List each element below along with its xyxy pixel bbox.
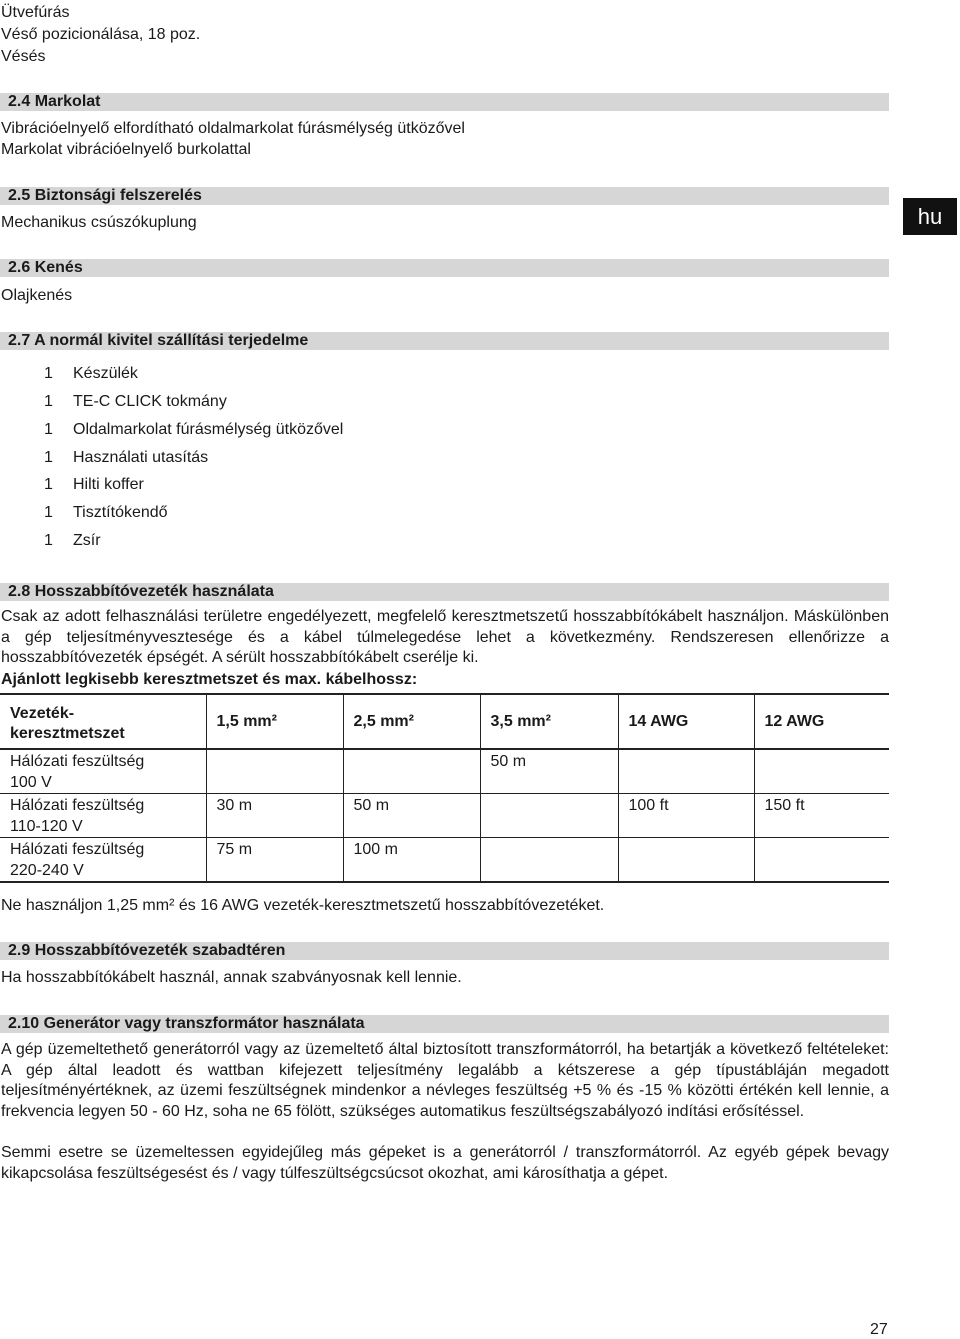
section-header-2-4 [0,93,889,111]
item-name: Zsír [73,532,101,549]
table-cell [206,749,343,794]
table-cell [754,838,889,883]
item-name: Oldalmarkolat fúrásmélység ütközővel [73,421,344,438]
section-2-10-paragraph-1: A gép üzemeltethető generátorról vagy az üzemeltető által biztosított transzformátorról, ha betartják a következő feltételeket: A gép által leadott és wattban kifejezett teljesítmény legalább a kétszerese a gép típustábláján megadott teljesítményértéknek, az üzemi feszültségnek mindenkor a névleges feszültség +5 % és -15 % közötti értékén kell lennie, a frekvencia legyen 50 - 60 Hz, soha ne 65 fölött, szükséges automatikus feszültségszabályozó indítási erősítéssel. [1,1041,889,1120]
table-cell: 30 m [206,794,343,838]
section-header-2-9 [0,942,889,960]
section-2-9-line: Ha hosszabbítókábelt használ, annak szabványosnak kell lennie. [1,969,462,986]
table-cell: 100 m [343,838,480,883]
section-title-2-8: 2.8 Hosszabbítóvezeték használata [8,583,274,600]
table-row [0,794,889,838]
section-header-2-8 [0,583,889,601]
table-caption: Ajánlott legkisebb keresztmetszet és max. kábelhossz: [1,671,418,688]
intro-line-2: Véső pozicionálása, 18 poz. [1,26,201,43]
table-row [0,838,889,883]
table-row [0,749,889,794]
header-cell: 2,5 mm² [343,694,480,749]
section-2-5-line-1: Mechanikus csúszókuplung [1,214,197,231]
table-cell [343,749,480,794]
table-cell [480,838,618,883]
item-qty: 1 [44,532,53,549]
item-qty: 1 [44,504,53,521]
item-name: TE-C CLICK tokmány [73,393,227,410]
table-cell [618,838,754,883]
header-cross-section: Vezeték- keresztmetszet [10,705,125,742]
row-label: Hálózati feszültség 100 V [10,753,145,791]
item-qty: 1 [44,421,53,438]
list-item [44,531,101,551]
section-title-2-5: 2.5 Biztonsági felszerelés [8,187,202,204]
section-title-2-6: 2.6 Kenés [8,259,83,276]
item-qty: 1 [44,393,53,410]
cable-table [0,693,889,883]
list-item [44,448,208,468]
item-name: Tisztítókendő [73,504,168,521]
list-item [44,475,144,495]
page-number: 27 [870,1321,888,1338]
table-cell [754,749,889,794]
item-qty: 1 [44,449,53,466]
section-2-4-line-2: Markolat vibrációelnyelő burkolattal [1,141,251,158]
header-cell: 1,5 mm² [206,694,343,749]
table-header-row [0,694,889,749]
table-cell: 75 m [206,838,343,883]
item-name: Használati utasítás [73,449,209,466]
header-cell: 12 AWG [754,694,889,749]
header-cell: 3,5 mm² [480,694,618,749]
header-cell: 14 AWG [618,694,754,749]
section-2-6-line-1: Olajkenés [1,287,73,304]
table-cell [618,749,754,794]
table-cell: 100 ft [618,794,754,838]
list-item [44,503,168,523]
section-header-2-5 [0,187,889,205]
section-2-10-paragraph-2: Semmi esetre se üzemeltessen egyidejűleg más gépeket is a generátorról / transzformátorról. Az egyéb gépek bevagy kikapcsolása feszültségesést és / vagy túlfeszültségcsúcsot okozhat, ami károsíthatja a gépet. [1,1144,889,1182]
section-2-8-paragraph: Csak az adott felhasználási területre engedélyezett, megfelelő keresztmetszetű hosszabbítókábelt használjon. Máskülönben a gép teljesítményvesztesége és a kábel túlmelegedése lehet a következmény. Rendszeresen ellenőrizze a hosszabbítóvezeték épségét. A sérült hosszabbítókábelt cserélje ki. [1,608,889,666]
table-cell: 150 ft [754,794,889,838]
row-label: Hálózati feszültség 110-120 V [10,797,145,835]
row-label: Hálózati feszültség 220-240 V [10,841,145,879]
table-cell: 50 m [480,749,618,794]
table-cell: 50 m [343,794,480,838]
language-tab: hu [903,198,957,235]
intro-line-3: Vésés [1,48,46,65]
section-title-2-9: 2.9 Hosszabbítóvezeték szabadtéren [8,942,286,959]
table-note: Ne használjon 1,25 mm² és 16 AWG vezeték-keresztmetszetű hosszabbítóvezetéket. [1,897,605,914]
section-header-2-7 [0,332,889,350]
item-qty: 1 [44,476,53,493]
section-title-2-4: 2.4 Markolat [8,93,101,110]
item-name: Készülék [73,365,138,382]
list-item [44,392,227,412]
section-2-4-line-1: Vibrációelnyelő elfordítható oldalmarkolat fúrásmélység ütközővel [1,120,465,137]
section-header-2-10 [0,1015,889,1033]
section-title-2-10: 2.10 Generátor vagy transzformátor használata [8,1015,365,1032]
intro-line-1: Ütvefúrás [1,4,70,21]
section-header-2-6 [0,259,889,277]
table-cell [480,794,618,838]
item-name: Hilti koffer [73,476,144,493]
item-qty: 1 [44,365,53,382]
list-item [44,364,138,384]
list-item [44,420,343,440]
section-title-2-7: 2.7 A normál kivitel szállítási terjedelme [8,332,309,349]
